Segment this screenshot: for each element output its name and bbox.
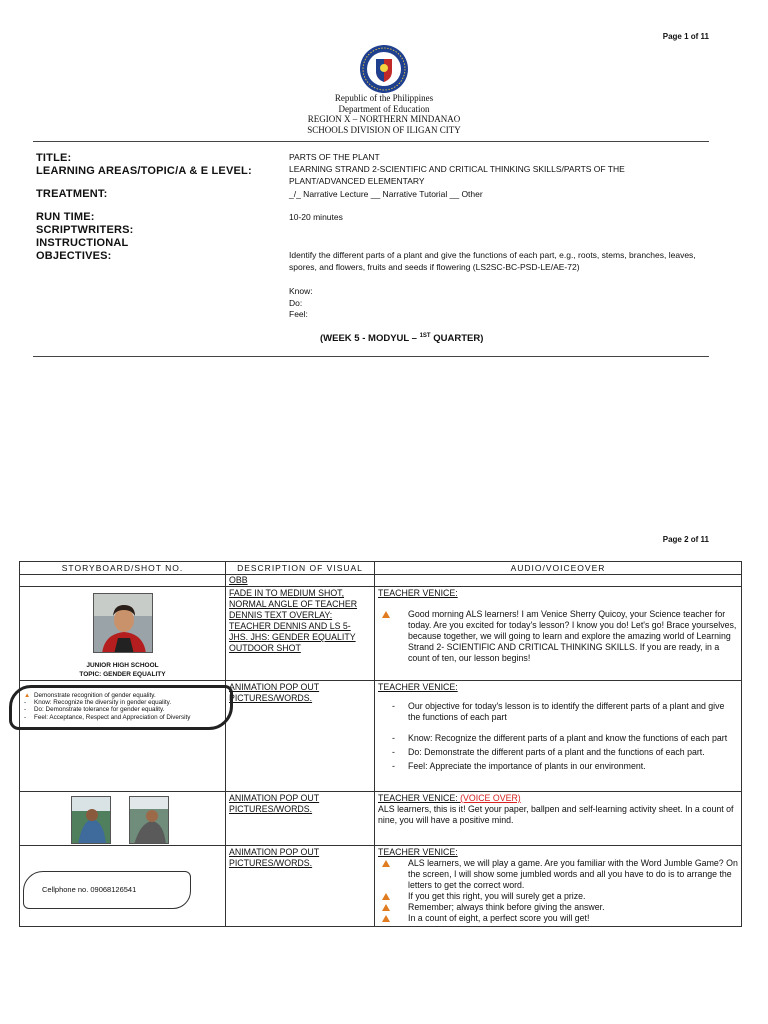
table-row: [20, 575, 742, 587]
objectives-value: Identify the different parts of a plant and give the functions of each part, e.g., roots, stems, branches, leaves, spores, and flowers, fruits and seeds if flowering (LS2SC-BC-PSD-LE/AE-72): [289, 250, 696, 272]
audio-text: ALS learners, we will play a game. Are you familiar with the Word Jumble Game? On the screen, I will show some jumbled words and all you have to do is to arrange the letters to get the correct word.: [408, 858, 738, 890]
week-heading: [320, 333, 483, 344]
visual-description: ANIMATION POP OUT PICTURES/WORDS.: [226, 681, 375, 792]
speaker-label: TEACHER VENICE:: [378, 793, 461, 803]
header-line: Department of Education: [338, 103, 430, 114]
list-item: [378, 902, 738, 913]
learner-photo: [71, 796, 111, 844]
audio-text: Remember; always think before giving the answer.: [408, 902, 605, 912]
storyboard-cell: [20, 681, 226, 792]
caption-line: TOPIC: GENDER EQUALITY: [79, 671, 166, 678]
know-value: Know:: [289, 286, 313, 296]
audio-text: Know: Recognize the different parts of a plant and know the functions of each part: [408, 733, 728, 743]
callout-text: Feel: Acceptance, Respect and Appreciation of Diversity: [34, 713, 191, 721]
bullet-icon: ▲: [24, 692, 31, 699]
visual-description: ANIMATION POP OUT PICTURES/WORDS.: [226, 846, 375, 927]
audio-cell: [375, 575, 742, 587]
audio-text: Feel: Appreciate the importance of plants in our environment.: [408, 761, 646, 771]
speaker-label: TEACHER VENICE:: [378, 847, 458, 857]
dash-icon: -: [392, 747, 395, 757]
learner-photo: [129, 796, 169, 844]
audio-text: Good morning ALS learners! I am Venice Sherry Quicoy, your Science teacher for today. Are you excited for today's lesson? I know you do! Let's go! Brace yourselves, because together, we will going to learn and explore the amazing world of Learning Strand 2- SCIENTIFIC AND CRITICAL THINKING SKILLS. If you are ready, in a count of ten, our lesson begins!: [408, 609, 737, 663]
week-prefix: (WEEK 5 - MODYUL –: [320, 333, 420, 345]
page-number: Page 1 of 11: [662, 32, 709, 41]
page-number: Page 2 of 11: [662, 535, 709, 544]
speaker-label: TEACHER VENICE:: [378, 588, 458, 598]
list-item: [378, 858, 738, 891]
audio-text: ALS learners, this is it! Get your paper, ballpen and self-learning activity sheet. In a count of nine, you will have a positive mind.: [378, 804, 734, 825]
deped-seal-icon: [359, 44, 409, 94]
list-item: [378, 913, 738, 924]
callout-point: [20, 692, 224, 699]
objectives-callout: [9, 685, 233, 730]
dash-icon: -: [24, 706, 27, 714]
visual-description: FADE IN TO MEDIUM SHOT, NORMAL ANGLE OF TEACHER DENNIS TEXT OVERLAY: TEACHER DENNIS AND LS 5- JHS. JHS: GENDER EQUALITY OUTDOOR SHOT: [226, 587, 375, 681]
storyboard-cell: [20, 846, 226, 927]
storyboard-cell: [20, 575, 226, 587]
storyboard-table: [19, 561, 742, 927]
bullet-icon: [382, 611, 390, 618]
audio-text: If you get this right, you will surely get a prize.: [408, 891, 586, 901]
bullet-icon: [382, 915, 390, 922]
week-ordinal: 1ST: [419, 333, 431, 339]
dash-icon: -: [24, 713, 27, 721]
storyboard-cell: [20, 792, 226, 846]
header-line: SCHOOLS DIVISION OF ILIGAN CITY: [307, 124, 461, 135]
document-header: [0, 93, 768, 135]
do-value: Do:: [289, 298, 303, 308]
list-item: [378, 761, 738, 772]
bullet-icon: [382, 904, 390, 911]
audio-cell: [375, 846, 742, 927]
run-time-label: RUN TIME:: [36, 211, 95, 223]
table-row: [20, 681, 742, 792]
visual-description: ANIMATION POP OUT PICTURES/WORDS.: [226, 792, 375, 846]
callout-text: Do: Demonstrate tolerance for gender equality.: [34, 706, 165, 714]
column-header: STORYBOARD/SHOT NO.: [20, 562, 226, 575]
feel-value: Feel:: [289, 309, 308, 319]
treatment-value: _/_ Narrative Lecture __ Narrative Tutorial __ Other: [289, 189, 483, 199]
callout-text: Know: Recognize the diversity in gender equality.: [34, 699, 172, 707]
table-row: [20, 846, 742, 927]
caption-line: JUNIOR HIGH SCHOOL: [86, 662, 159, 669]
divider: [33, 356, 709, 357]
learning-areas-value: LEARNING STRAND 2-SCIENTIFIC AND CRITICAL THINKING SKILLS/PARTS OF THE PLANT/ADVANCED ELEMENTARY: [289, 164, 625, 186]
list-item: [378, 701, 738, 723]
header-line: REGION X – NORTHERN MINDANAO: [307, 114, 461, 124]
callout-text: Demonstrate recognition of gender equality.: [34, 692, 156, 699]
callout-point: [20, 699, 224, 706]
list-item: [378, 733, 738, 744]
table-header-row: [20, 562, 742, 575]
list-item: [378, 609, 738, 664]
speaker-label: TEACHER VENICE:: [378, 682, 458, 692]
column-header: AUDIO/VOICEOVER: [375, 562, 742, 575]
photo-caption: [23, 661, 222, 679]
cellphone-callout: Cellphone no. 09068126541: [23, 871, 191, 909]
list-item: [378, 747, 738, 758]
speaker-line: [378, 793, 738, 804]
divider: [33, 141, 709, 142]
audio-text: Our objective for today's lesson is to identify the different parts of a plant and give the functions of each part: [408, 701, 725, 722]
title-label: TITLE:: [36, 152, 72, 164]
table-row: [20, 792, 742, 846]
dash-icon: -: [392, 733, 395, 743]
voice-over-tag: (VOICE OVER): [460, 793, 521, 803]
storyboard-cell: [20, 587, 226, 681]
visual-description: OBB: [226, 575, 375, 587]
audio-text: In a count of eight, a perfect score you will get!: [408, 913, 590, 923]
column-header: DESCRIPTION OF VISUAL: [226, 562, 375, 575]
dash-icon: -: [392, 761, 395, 771]
thumbnail-group: [23, 793, 222, 844]
scriptwriters-label: SCRIPTWRITERS:: [36, 224, 134, 236]
callout-point: [20, 706, 224, 713]
teacher-photo: [93, 593, 153, 653]
bullet-icon: [382, 893, 390, 900]
header-line: Republic of the Philippines: [334, 93, 434, 103]
audio-cell: [375, 792, 742, 846]
meta-labels: [36, 152, 252, 263]
objectives-label: OBJECTIVES:: [36, 250, 112, 262]
treatment-label: TREATMENT:: [36, 188, 108, 200]
learning-areas-label: LEARNING AREAS/TOPIC/A & E LEVEL:: [36, 165, 252, 177]
instructional-label: INSTRUCTIONAL: [36, 237, 129, 249]
dash-icon: -: [24, 699, 27, 707]
list-item: [378, 891, 738, 902]
week-suffix: QUARTER): [433, 333, 484, 345]
title-value: PARTS OF THE PLANT: [289, 152, 380, 162]
run-time-value: 10-20 minutes: [289, 212, 343, 222]
dash-icon: -: [392, 701, 395, 711]
bullet-icon: [382, 860, 390, 867]
callout-point: [20, 714, 224, 721]
table-row: [20, 587, 742, 681]
audio-cell: [375, 587, 742, 681]
audio-text: Do: Demonstrate the different parts of a plant and the functions of each part.: [408, 747, 705, 757]
audio-cell: [375, 681, 742, 792]
